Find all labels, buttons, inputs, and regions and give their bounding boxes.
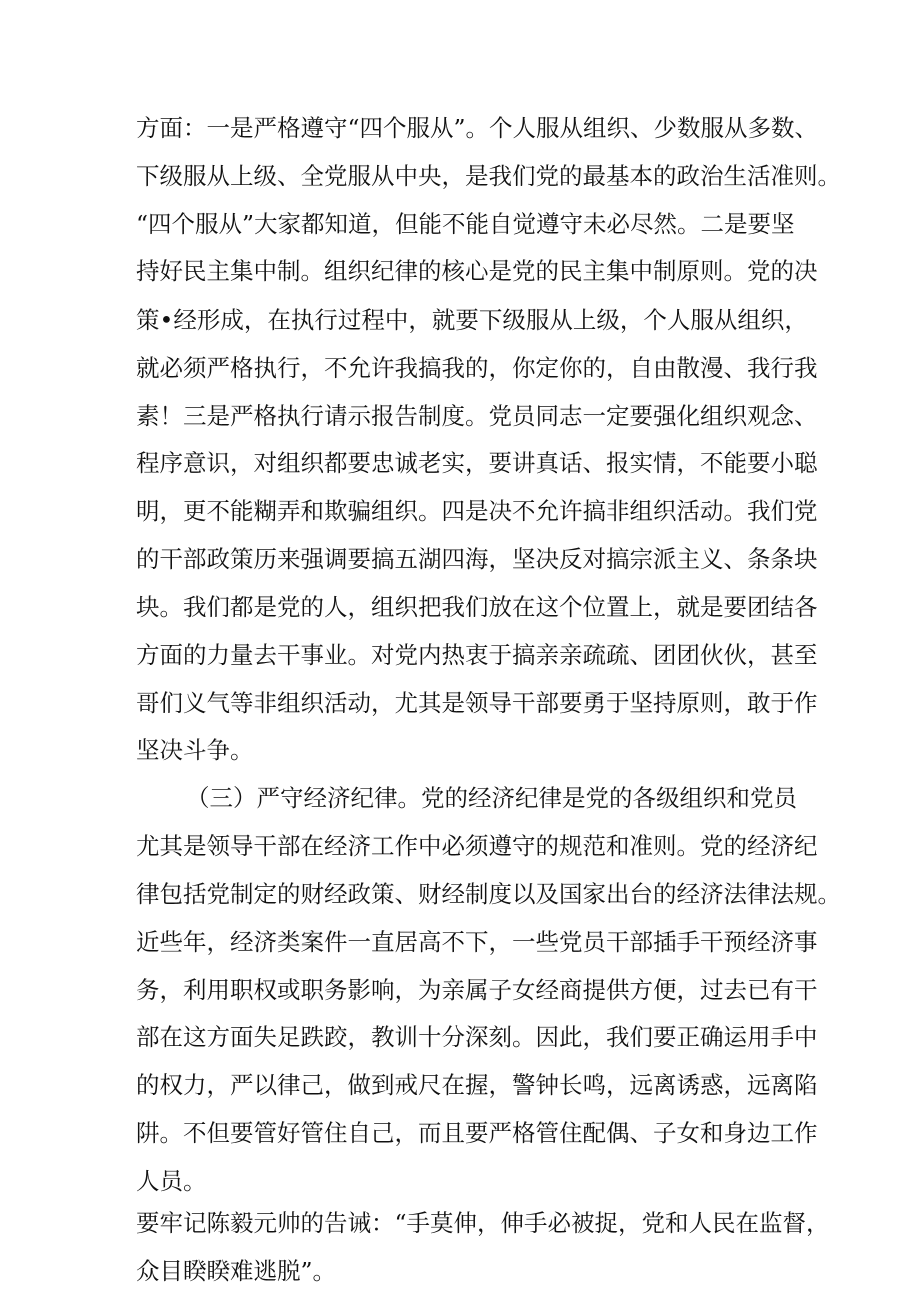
text-line: 近些年，经济类案件一直居高不下，一些党员干部插手干预经济事 xyxy=(136,928,818,956)
text-line: 务，利用职权或职务影响，为亲属子女经商提供方便，过去已有干 xyxy=(136,976,818,1004)
text-line: 持好民主集中制。组织纪律的核心是党的民主集中制原则。党的决 xyxy=(136,257,818,285)
text-line: 要牢记陈毅元帅的告诫：“手莫伸，伸手必被捉，党和人民在监督， xyxy=(136,1209,830,1237)
text-line: 众目睽睽难逃脱”。 xyxy=(136,1257,337,1285)
text-line: 明，更不能糊弄和欺骗组织。四是决不允许搞非组织活动。我们党 xyxy=(136,497,818,525)
text-line: “四个服从”大家都知道，但能不能自觉遵守未必尽然。二是要坚 xyxy=(136,210,795,238)
text-line: 方面：一是严格遵守“四个服从”。个人服从组织、少数服从多数、 xyxy=(136,114,819,142)
text-line: 程序意识，对组织都要忠诚老实，要讲真话、报实情，不能要小聪 xyxy=(136,449,818,477)
text-line: 就必须严格执行，不允许我搞我的，你定你的，自由散漫、我行我 xyxy=(136,354,818,382)
text-line: 律包括党制定的财经政策、财经制度以及国家出台的经济法律法规。 xyxy=(136,880,841,908)
text-line: 方面的力量去干事业。对党内热衷于搞亲亲疏疏、团团伙伙，甚至 xyxy=(136,641,818,669)
text-line: 哥们义气等非组织活动，尤其是领导干部要勇于坚持原则，敢于作 xyxy=(136,689,818,717)
text-line: 下级服从上级、全党服从中央，是我们党的最基本的政治生活准则。 xyxy=(136,162,841,190)
text-line: 人员。 xyxy=(136,1167,207,1195)
text-line: 的权力，严以律己，做到戒尺在握，警钟长鸣，远离诱惑，远离陷 xyxy=(136,1071,818,1099)
text-line: 策•经形成，在执行过程中，就要下级服从上级，个人服从组织， xyxy=(136,306,808,334)
section-heading-line: （三）严守经济纪律。党的经济纪律是党的各级组织和党员 xyxy=(186,784,797,812)
text-line: 部在这方面失足跌跤，教训十分深刻。因此，我们要正确运用手中 xyxy=(136,1023,818,1051)
text-line: 坚决斗争。 xyxy=(136,736,254,764)
text-line: 素！三是严格执行请示报告制度。党员同志一定要强化组织观念、 xyxy=(136,402,818,430)
text-line: 阱。不但要管好管住自己，而且要严格管住配偶、子女和身边工作 xyxy=(136,1119,818,1147)
text-line: 块。我们都是党的人，组织把我们放在这个位置上，就是要团结各 xyxy=(136,593,818,621)
text-line: 的干部政策历来强调要搞五湖四海，坚决反对搞宗派主义、条条块 xyxy=(136,545,818,573)
text-line: 尤其是领导干部在经济工作中必须遵守的规范和准则。党的经济纪 xyxy=(136,832,818,860)
